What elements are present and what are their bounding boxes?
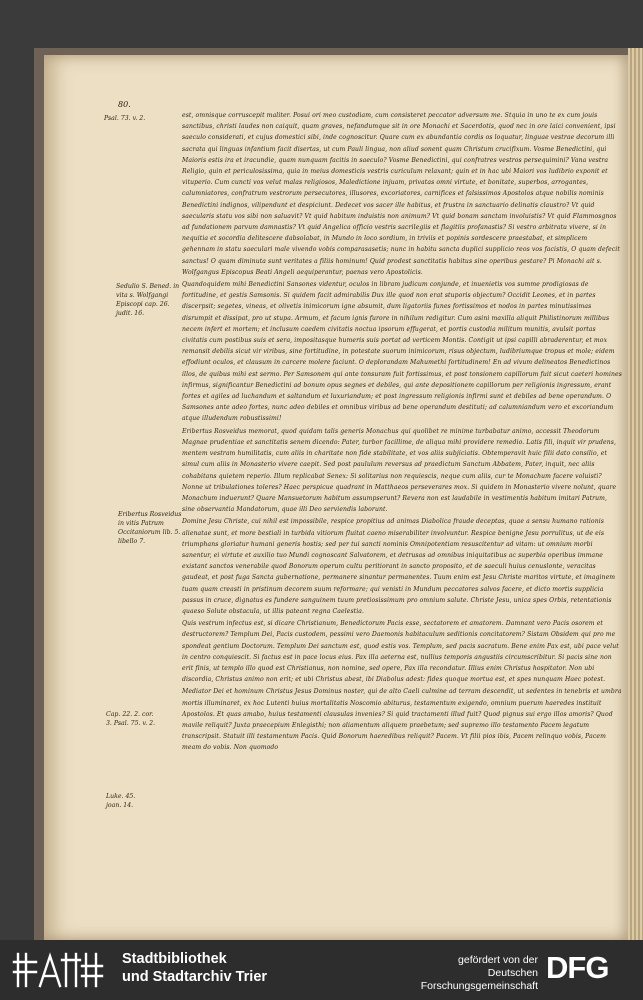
library-name-line2: und Stadtarchiv Trier [122, 969, 268, 985]
paragraph: Eribertus Rosveidus memorat, quod quidam talis generis Monachus qui quolibet re minime turbabatur animo, accessit Theodorum Magnae prudentiae et sanctitatis senem dicendo: Pater, turbor facillime, de aliqua mihi providere remedio. Latis fili, inquit vir prudens, mentem vestram humilitatis, cum aliis in charitate non fide stabilitate, et vos aliis subjiciatis. Obtemperavit huic filii dato consilio, et simul cum aliis in Monasterio vivere caepit. Sed post paululum reversus ad praedictum Sanctum Abbatem, Pater, inquit, nec aliis cohabitans quietem reperio. Illum replicabat Senex: Si solitarius non requiescis, neque cum aliis, cur te Monachum facere voluisti? Nonne ut tribulationes toleres? Haec perspicue quadrant in Matthaeos perseverares mox. Si quidem in Monasterio vivere nolunt, quare Monachum induerunt? Quare Mansuetorum habitum assumpserunt? Revera non est laudabile in vestimentis habitum imitari Patrum, sine observantia Mandatorum, quae illi Deo serviendis laborunt. [182, 427, 617, 514]
margin-note: Cap. 22. 2. cor. 3. Psal. 75. v. 2. [106, 711, 156, 727]
footer-bar [0, 940, 643, 1000]
margin-note: Psal. 73. v. 2. [104, 115, 146, 122]
margin-note: Sedulio S. Bened. in vita s. Wolfgangi Episcopi cap. 26. judit. 16. [116, 283, 180, 317]
library-name-line1: Stadtbibliothek [122, 951, 227, 967]
paragraph: Domine Jesu Christe, cui nihil est impossibile, respice propitius ad animas Diabolica fraude deceptas, quae a sensu humano rationis alienatae sunt, et more bestiali in turbida vitiorum fluitat caeno miserabiliter involvuntur. Respice benigne Jesu porrulitus, ut de eis triumphans gloriatur humani generis hostis; sed per tui sancti nominis Omnipotentiam resuscitentur ad vitam: ut omnium morbi sanentur, ei virtute et auxilio tuo Mundi cognoscant Salvatorem, et detrusas ad omnibus iniquitatibus ac superbia operibus immane existant sanctos venerabile quod Bonorum operum cultu peritiorant in sancto proposito, et de saeculi huius cenuslonte, veracitas gaudeat, et post fuga Sancta gubernatione, permanere sinantur permanentes. Tuum enim est Jesu Christe maritos virtute, et imaginem tuam quam creasti in pristinum decorem suum reformare; qui venisti in Mundum peccatores salvos facere, et dicto mortis supplicia passus in cruce, dignatus es fundere sanguinem tuum pretiosissimum pro omnium salute. Christe Jesu, unica spes Orbis, retentationis quaeso Solute obstacula, ut illis pateant regna Caelestia. [182, 518, 616, 615]
page-number: 80. [118, 100, 131, 109]
funding-note [378, 954, 538, 993]
stadtbibliothek-logo-icon [12, 948, 108, 990]
paragraph: est, omnisque corruscepit maliter. Posui ori meo custodiam, cum consisteret peccator adversum me. Stquia in uno te ex cum jouis sanctibus, christi laudes non caiquit, quam graves, nefandumque sit in ore Monachi et Sacerdotis, quod nec in ore laici convenient, ipsi saeculo considerati, et cujus domestici sibi, inde cognoscitur. Quare cum ex abundantia cordis os loquatur, linguae vestrae decorum illi sacrata qui linguas infantium facit disertas, ut cum Pauli lingua, non aliud sonent quam Christum crucifixum. Vosme Benedictini, qui Maioris estis ira et iracundie, quam nunquam facitis in saeculo? Vosme Benedictini, qui confratres vestros persequimini? Vana vestra Religio, quin et periculosissima, quia in meius domesticis vestris curiculum relaxant; quin et in hac ubi Maiori vos ludibrio exponit et vituperio. Cum cuncti vos velut malas religiosos, Maledictione injuam, privatas omni virtute, et bonitate, superbos, arrogantes, calumniatores, confratrum vestrorum persecutores, illusores, excoriatores, carnifices et falsissimos Apostolos atque nobilis nominis Benedictini indignos, vilipendunt et despiciunt. Dedecet vos sacer ille habitus, et frustra in sanctuario delinatis claustro? Vt quid saecularis statu vos sibi non saluavit? Vt quid habitum induistis non animum? Vt quid bonam sanctam involuistis? Vt quid Flammosgnos ad fundationem parvum damnastis? Vt quid Angelica officio vestris sacrilegiis et flagitiis profanastis? Si vestro arbitratu vivere, si in nequitia et socordia delitescere dabsolabat, in Mundo in loco sordium, in triviis et popinis sordescere praestabat, et simplicem gehennam in statu saeculari male vivendo vobis comparasasetis; nunc in habitu sancta duplici supplicio reos vos facistis, O quam defecit sanctus! O quam diminuta sunt veritates a filiis hominum! Quid prodest sanctitatis habitus sine operibus gestare? Pi Monachi ait s. Wolfgangus Episcopus Beati Angeli aequiperantur, paenas vero Apostolicis. [182, 112, 620, 276]
dfg-logo: DFG [546, 950, 609, 985]
paragraph: Quandoquidem mihi Benedictini Sansones videntur, oculos in libram judicum conjunde, et inuenietis vos summe prodigiosas de fortitudine, et gestis Samsonis. Si quidem facit admirabilis Dux ille quod non erat stuporis objectum? Occidit Leones, et in partes discerpsit; segetes, vineas, et olivetis inimicorum igne absumit, dum ligatoriis funes fortissimos et nodos in partes minutissimas disrumpit et dissipat, pro ut stupa. Armum, et facum ignis furore in nihilum redigitur. Cum asini maxilla aliquit Philistinorum millibus necem infert et mortem; et inclusum caedem civitatis noctua ipsorum effugerat, et portis custodia militum munitis, avulsit portas civitatis cum postibus suis et sera, impositasque humeris suis portat ad verticem Montis. Contigit ut ipsi capilli abraderentur, et mox remansit debilis sicut vir viribus, sine fortitudine, in potestate suorum inimicorum, risus objectum, ludibriumque tropus et mole; eidem effodiunt oculos, et clausum in carcere molere faciunt. O deplorandam Mahumethi fortitudinem! En ad vivum delineatos Benedictinos illos, de quibus mihi est sermo. Per Samsonem qui ante tonsuram fuit fortissimus, et post tonsionem capillorum fuit sicut caeteri homines infirmus, significantur Benedictini ad bonum opus segnes et debiles, qui ante depositionem capillorum per religionis ingressum, erant fortes et agiles ad luchandum et saltandum et luxuriandum; et post ingressum religionis infirmi sunt et debiles ad bene operandum. O Samsones ante adeo fortes, nunc adeo debiles et omnibus viribus ad bene operandum destituti; ad calumniandum vero et excoriandum atque illudendum robustissimi! [182, 281, 622, 423]
funding-line1: gefördert von der [458, 954, 538, 966]
paragraph: Quis vestrum infectus est, si dicare Christianum, Benedictorum Pacis esse, sectatorem et amatorem. Damnant vero Pacis osorem et destructorem? Templum Dei, Pacis custodem, pessimi vero Daemonis habitaculum seditionis concitatorem? Sistam Obsidem qui pro me spondeat gentium Doctorum. Templum Dei sanctum est, quod estis vos. Templum, sed pacis sacratum. Bene enim Pax est, ubi pace velut in centro conquiescit. Si factus est in pace locus eius. Pax illa aeterna est, nullius temporis angustiis circumscribitur. Si pacis sine non erit finis, ut templo illo quod est Christianus, non nomine, sed opere, Pax illa recondatur. Illius enim Christus hospitator. Non ubi discordia, Christus animo non erit; et ubi Christus abest, ibi Diabolus adest: fides quoque mortua est, et spes nunquam Haec potest. [182, 620, 619, 684]
page-fore-edge [628, 48, 643, 940]
margin-note: Luke. 45. joan. 14. [106, 793, 136, 809]
funding-line2: Deutschen Forschungsgemeinschaft [420, 967, 538, 992]
library-name [122, 950, 267, 986]
margin-note: Eribertus Rosveidus in vitis Patrum Occitaniorum lib. 5. libello 7. [118, 511, 182, 545]
manuscript-text [182, 110, 622, 754]
paragraph: Mediator Dei et hominum Christus Jesus Dominus noster, qui de alto Caeli culmine ad terram descendit, ut sedentes in tenebris et umbra mortis illuminaret, ex hoc Lutenti huius mortalitatis Noscomio abiturus, testamentum exigendo, omnium puerum haeredes instituit Apostolos. Et quas amabo, huius testamenti clausulas invenies? Si quid tractamenti illud fuit? Quod pignus sui ergo illos amoris? Quod mavile reliquit? Juxta praecepium Enlegisthi; non aliamentum aliquem praebetum; sed supremo illo testamento Pacem legatum transcripsit. Statuit illi testamentum Pacis. Quid Bonorum haeredibus reliquit? Pacem. Vt filii pios ibis, Pacem relinquo vobis, Pacem meam do vobis. Non quomodo [182, 688, 622, 752]
